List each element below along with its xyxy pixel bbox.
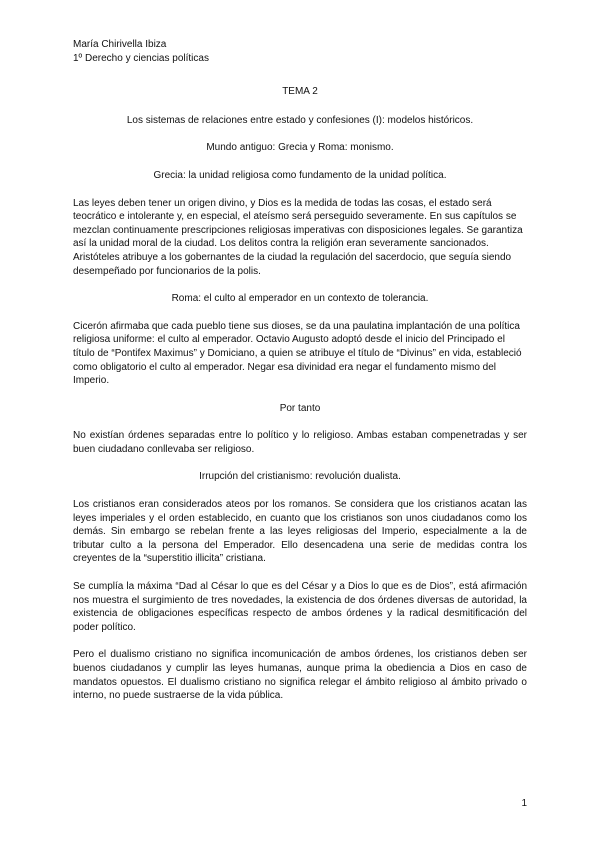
paragraph-grecia: Las leyes deben tener un origen divino, y Dios es la medida de todas las cosas, el estado será teocrático e intolerante y, en especial, el ateísmo será perseguido severamente. En sus capítulos se mezclan continuamente prescripciones religiosas imperativas con disposiciones legales. Se garantiza así la unidad moral de la ciudad. Los delitos contra la religión eran severamente sancionados. Aristóteles atribuye a los gobernantes de la ciudad la regulación del sacerdocio, que seguía siendo desempeñado por funcionarios de la polis. (73, 197, 523, 277)
section-heading-cristianismo: Irrupción del cristianismo: revolución dualista. (199, 471, 401, 483)
paragraph-roma: Cicerón afirmaba que cada pueblo tiene sus dioses, se da una paulatina implantación de una política religiosa uniforme: el culto al emperador. Octavio Augusto adoptó desde el inicio del Principado el título de “Pontifex Maximus” y Domiciano, a quien se atribuye el título de “Divinus” en vida, estableció como obligatorio el culto al emperador. Negar esa divinidad era negar el fundamento mismo del Imperio. (73, 320, 522, 387)
paragraph-cristianos: Los cristianos eran considerados ateos por los romanos. Se considera que los cristianos acatan las leyes imperiales y el orden establecido, en cuanto que los cristianos son unos ciudadanos como los demás. Sin embargo se rebelan frente a las leyes religiosas del Imperio, especialmente a la de tributar culto a la persona del Emperador. Ello desencadena una serie de medidas contra los creyentes de la “superstitio illicita” cristiana. (73, 499, 527, 565)
document-title: TEMA 2 (282, 86, 318, 98)
paragraph-maxima: Se cumplía la máxima “Dad al César lo que es del César y a Dios lo que es de Dios”, está afirmación nos muestra el surgimiento de tres novedades, la existencia de dos órdenes diversas de autoridad, la existencia de obligaciones específicas respecto de ambos órdenes y la radical desmitificación del poder político. (73, 581, 527, 633)
section-heading-roma: Roma: el culto al emperador en un contexto de tolerancia. (171, 293, 429, 305)
paragraph-por-tanto: No existían órdenes separadas entre lo político y lo religioso. Ambas estaban compenetradas y ser buen ciudadano conllevaba ser religioso. (73, 430, 527, 455)
document-subtitle: Los sistemas de relaciones entre estado y confesiones (I): modelos históricos. (126, 114, 474, 126)
course-name: 1º Derecho y ciencias políticas (73, 52, 209, 64)
paragraph-dualismo: Pero el dualismo cristiano no significa incomunicación de ambos órdenes, los cristianos deben ser buenos ciudadanos y cumplir las leyes humanas, aunque prima la obediencia a Dios en caso de mandatos opuestos. El dualismo cristiano no significa relegar el ámbito religioso al ámbito privado o interno, no puede sustraerse de la vida pública. (73, 649, 527, 702)
section-heading-mundo-antiguo: Mundo antiguo: Grecia y Roma: monismo. (206, 142, 394, 154)
section-heading-por-tanto: Por tanto (279, 402, 321, 414)
page-number: 1 (521, 798, 527, 809)
author-name: María Chirivella Ibiza (73, 39, 167, 50)
section-heading-grecia: Grecia: la unidad religiosa como fundamento de la unidad política. (153, 169, 447, 181)
